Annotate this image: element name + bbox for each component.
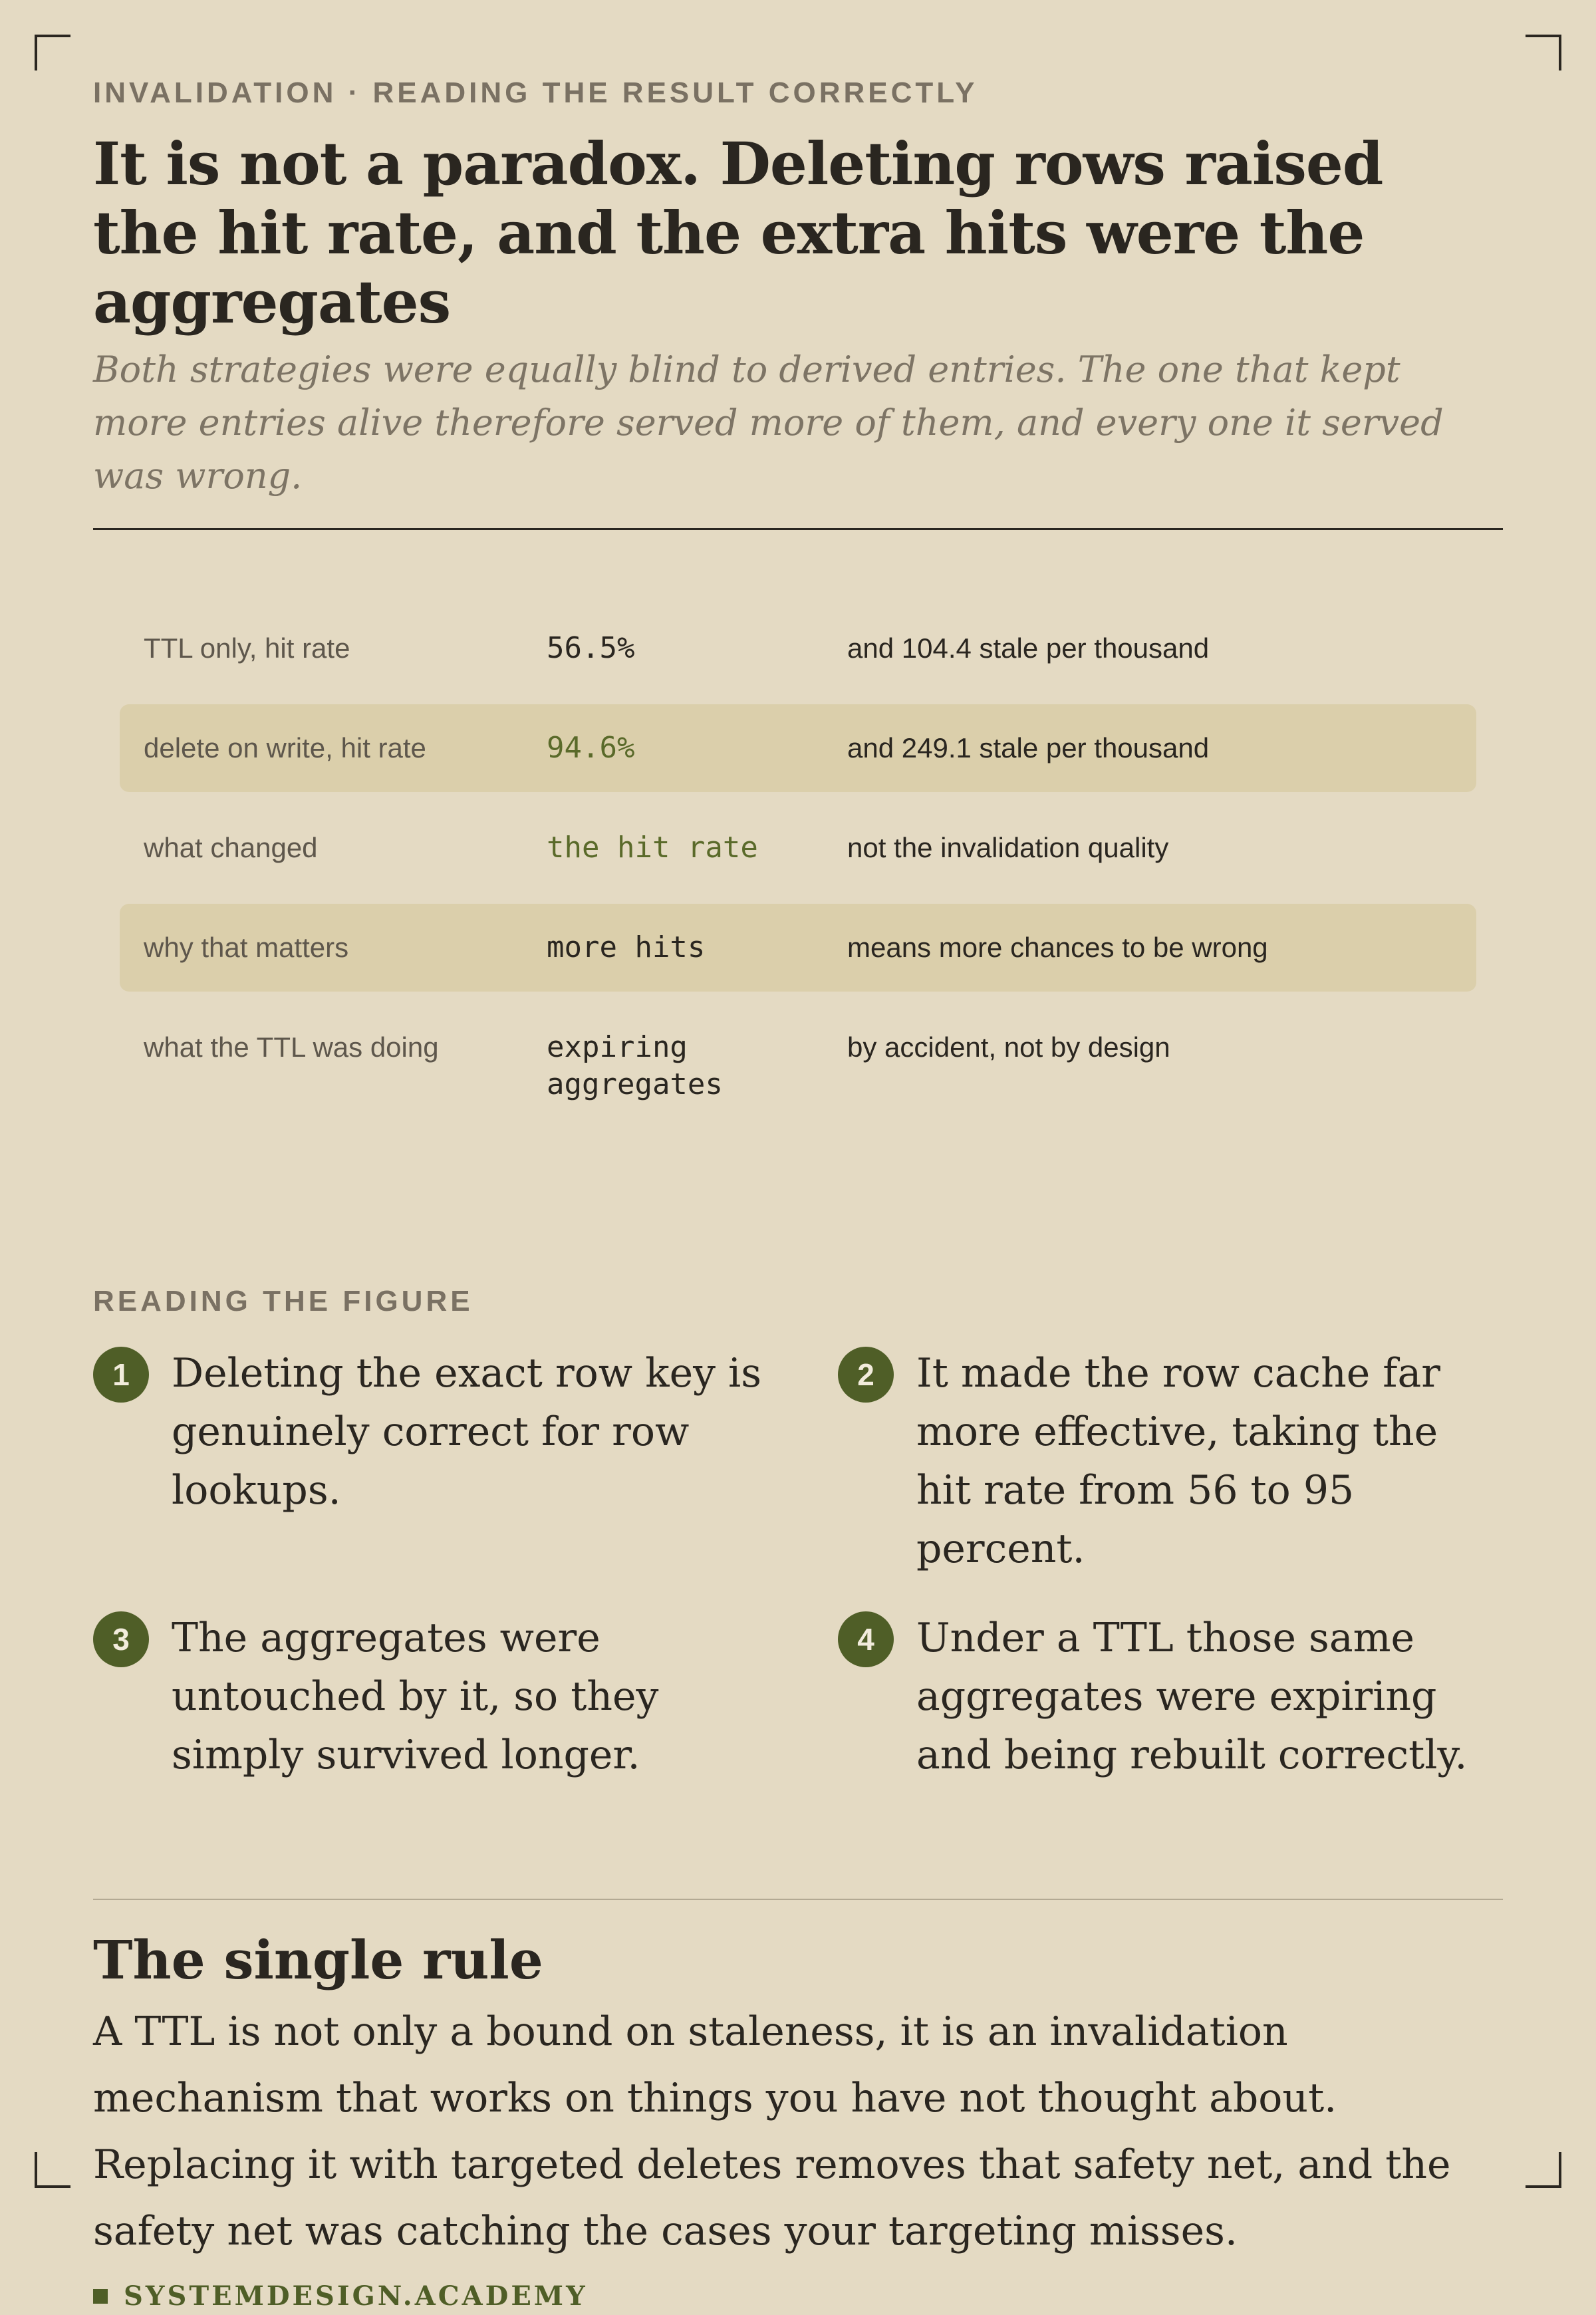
row-value: expiring aggregates (547, 1030, 723, 1101)
step-text: Deleting the exact row key is genuinely correct for row lookups. (172, 1350, 762, 1514)
row-value: more hits (547, 930, 706, 964)
step-text: The aggregates were untouched by it, so they simply survived longer. (172, 1615, 659, 1778)
brand-name: SYSTEMDESIGN.ACADEMY (124, 2280, 588, 2312)
footer (93, 2278, 1503, 2315)
step-number-badge: 4 (838, 1611, 894, 1667)
row-label: what the TTL was doing (144, 1031, 439, 1063)
row-label: TTL only, hit rate (144, 632, 350, 664)
list-item (838, 1344, 1503, 1578)
corner-mark-bottom-right (1526, 2152, 1561, 2188)
row-label: why that matters (144, 932, 349, 963)
step-number-badge: 2 (838, 1347, 894, 1403)
table-row (120, 1004, 1476, 1129)
corner-mark-top-left (35, 35, 70, 70)
step-number-badge: 1 (93, 1347, 149, 1403)
figure-steps (93, 1344, 1503, 1784)
rule-heading: The single rule (93, 1929, 543, 1991)
step-text: Under a TTL those same aggregates were expiring and being rebuilt correctly. (916, 1615, 1468, 1778)
section-label-reading-figure: READING THE FIGURE (93, 1285, 473, 1317)
row-note: and 249.1 stale per thousand (847, 732, 1210, 763)
brand-square-icon (93, 2289, 108, 2304)
page (93, 72, 1503, 2315)
table-row (120, 704, 1476, 792)
row-value: the hit rate (547, 831, 758, 865)
row-note: and 104.4 stale per thousand (847, 632, 1210, 664)
row-label: what changed (144, 832, 318, 863)
step-number-badge: 3 (93, 1611, 149, 1667)
step-text: It made the row cache far more effective, taking the hit rate from 56 to 95 percent. (916, 1350, 1440, 1572)
table-row (120, 904, 1476, 992)
corner-mark-top-right (1526, 35, 1561, 70)
row-value: 56.5% (547, 631, 635, 665)
list-item (93, 1344, 838, 1578)
row-label: delete on write, hit rate (144, 732, 426, 763)
list-item (93, 1609, 838, 1784)
section-divider (93, 1899, 1503, 1900)
corner-mark-bottom-left (35, 2152, 70, 2188)
row-note: by accident, not by design (847, 1031, 1170, 1063)
table-row (120, 605, 1476, 692)
header-divider (93, 528, 1503, 530)
row-value: 94.6% (547, 731, 635, 765)
list-item (838, 1609, 1503, 1784)
page-title: It is not a paradox. Deleting rows raised the hit rate, and the extra hits were the aggregates (93, 129, 1383, 337)
rule-body: A TTL is not only a bound on staleness, it is an invalidation mechanism that works on things you have not thought about. Replacing it with targeted deletes removes that safety net, and the safety net was catching the cases your targeting misses. (93, 2008, 1451, 2254)
table-row (120, 804, 1476, 892)
row-note: means more chances to be wrong (847, 932, 1268, 963)
eyebrow: INVALIDATION · READING THE RESULT CORRECTLY (93, 76, 978, 109)
page-subtitle: Both strategies were equally blind to derived entries. The one that kept more entries alive therefore served more of them, and every one it served was wrong. (93, 348, 1444, 497)
comparison-table (120, 605, 1476, 1129)
row-note: not the invalidation quality (847, 832, 1169, 863)
